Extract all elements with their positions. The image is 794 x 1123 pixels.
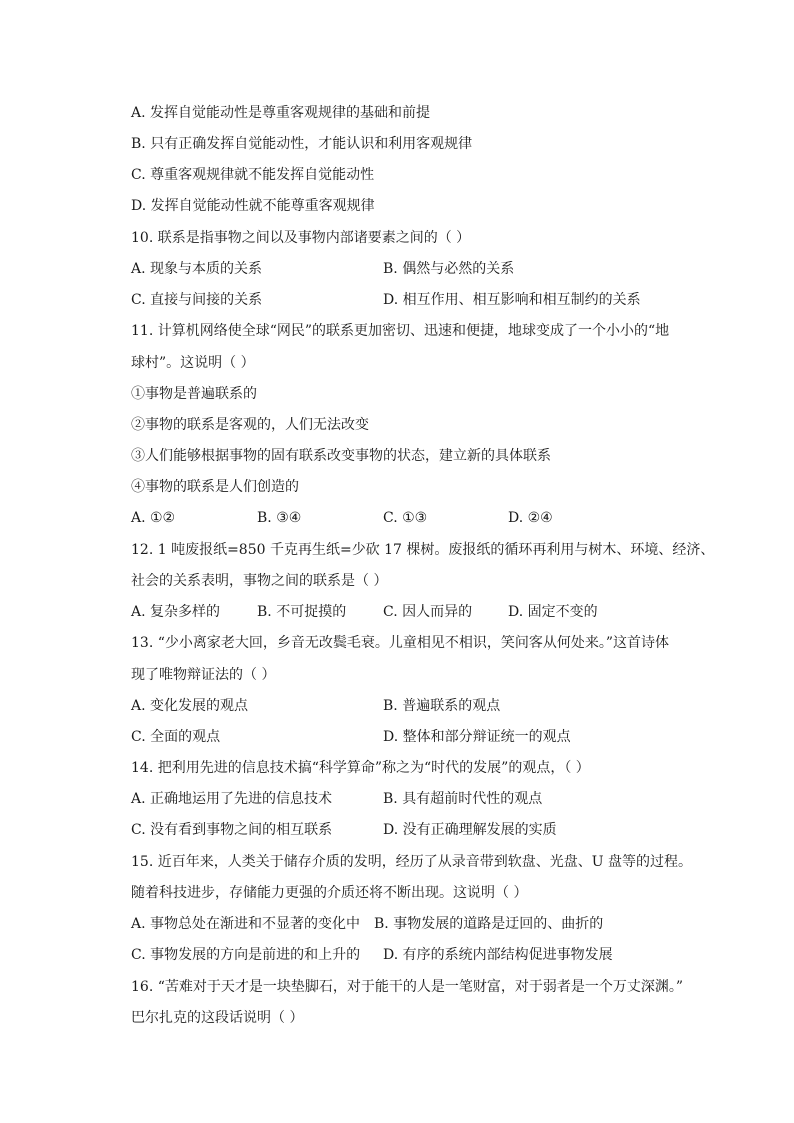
q13-option-c: C. 全面的观点 — [131, 729, 221, 745]
q9-option-b: B. 只有正确发挥自觉能动性，才能认识和利用客观规律 — [131, 136, 473, 152]
q11-option-a: A. ①② — [131, 510, 176, 526]
q15-option-a: A. 事物总处在渐进和不显著的变化中 — [131, 916, 361, 932]
q10-stem: 10. 联系是指事物之间以及事物内部诸要素之间的（ ） — [131, 230, 471, 246]
q14-option-c: C. 没有看到事物之间的相互联系 — [131, 822, 333, 838]
q15-stem-line2: 随着科技进步，存储能力更强的介质还将不断出现。这说明（ ） — [131, 885, 528, 901]
q12-option-c: C. 因人而异的 — [383, 604, 473, 620]
q9-option-c: C. 尊重客观规律就不能发挥自觉能动性 — [131, 167, 375, 183]
q12-option-d: D. 固定不变的 — [508, 604, 598, 620]
q14-stem: 14. 把利用先进的信息技术搞“科学算命”称之为“时代的发展”的观点，（ ） — [131, 760, 590, 776]
q11-item-3: ③人们能够根据事物的固有联系改变事物的状态，建立新的具体联系 — [131, 448, 551, 464]
q10-option-a: A. 现象与本质的关系 — [131, 261, 263, 277]
q12-option-b: B. 不可捉摸的 — [257, 604, 347, 620]
q11-option-b: B. ③④ — [257, 510, 302, 526]
q13-stem-line2: 现了唯物辩证法的（ ） — [131, 667, 276, 683]
q14-option-b: B. 具有超前时代性的观点 — [383, 791, 543, 807]
q11-stem-line1: 11. 计算机网络使全球“网民”的联系更加密切、迅速和便捷，地球变成了一个小小的“地 — [131, 323, 670, 339]
q12-stem-line1: 12. 1 吨废报纸=850 千克再生纸=少砍 17 棵树。废报纸的循环再利用与树木、环境、经济、 — [131, 542, 715, 558]
q16-stem-line2: 巴尔扎克的这段话说明（ ） — [131, 1010, 304, 1026]
q15-option-b: B. 事物发展的道路是迂回的、曲折的 — [374, 916, 604, 932]
q11-option-d: D. ②④ — [508, 510, 553, 526]
q12-stem-line2: 社会的关系表明，事物之间的联系是（ ） — [131, 573, 388, 589]
q13-stem-line1: 13. “少小离家老大回，乡音无改鬓毛衰。儿童相见不相识，笑问客从何处来。”这首诗体 — [131, 635, 670, 651]
q14-option-d: D. 没有正确理解发展的实质 — [383, 822, 557, 838]
q16-stem-line1: 16. “苦难对于天才是一块垫脚石，对于能干的人是一笔财富，对于弱者是一个万丈深渊。” — [131, 979, 684, 995]
q13-option-b: B. 普遍联系的观点 — [383, 698, 501, 714]
q9-option-d: D. 发挥自觉能动性就不能尊重客观规律 — [131, 198, 375, 214]
q12-option-a: A. 复杂多样的 — [131, 604, 221, 620]
q10-option-b: B. 偶然与必然的关系 — [383, 261, 515, 277]
q11-item-2: ②事物的联系是客观的，人们无法改变 — [131, 417, 369, 433]
q11-option-c: C. ①③ — [383, 510, 428, 526]
q11-item-1: ①事物是普遍联系的 — [131, 386, 257, 402]
q15-option-c: C. 事物发展的方向是前进的和上升的 — [131, 947, 361, 963]
q13-option-a: A. 变化发展的观点 — [131, 698, 249, 714]
q10-option-d: D. 相互作用、相互影响和相互制约的关系 — [383, 292, 641, 308]
q11-item-4: ④事物的联系是人们创造的 — [131, 479, 299, 495]
q15-stem-line1: 15. 近百年来，人类关于储存介质的发明，经历了从录音带到软盘、光盘、U 盘等的过程。 — [131, 854, 692, 870]
q15-option-d: D. 有序的系统内部结构促进事物发展 — [383, 947, 613, 963]
q10-option-c: C. 直接与间接的关系 — [131, 292, 263, 308]
q11-stem-line2: 球村”。这说明（ ） — [131, 355, 255, 371]
q9-option-a: A. 发挥自觉能动性是尊重客观规律的基础和前提 — [131, 105, 431, 121]
q13-option-d: D. 整体和部分辩证统一的观点 — [383, 729, 571, 745]
q14-option-a: A. 正确地运用了先进的信息技术 — [131, 791, 333, 807]
